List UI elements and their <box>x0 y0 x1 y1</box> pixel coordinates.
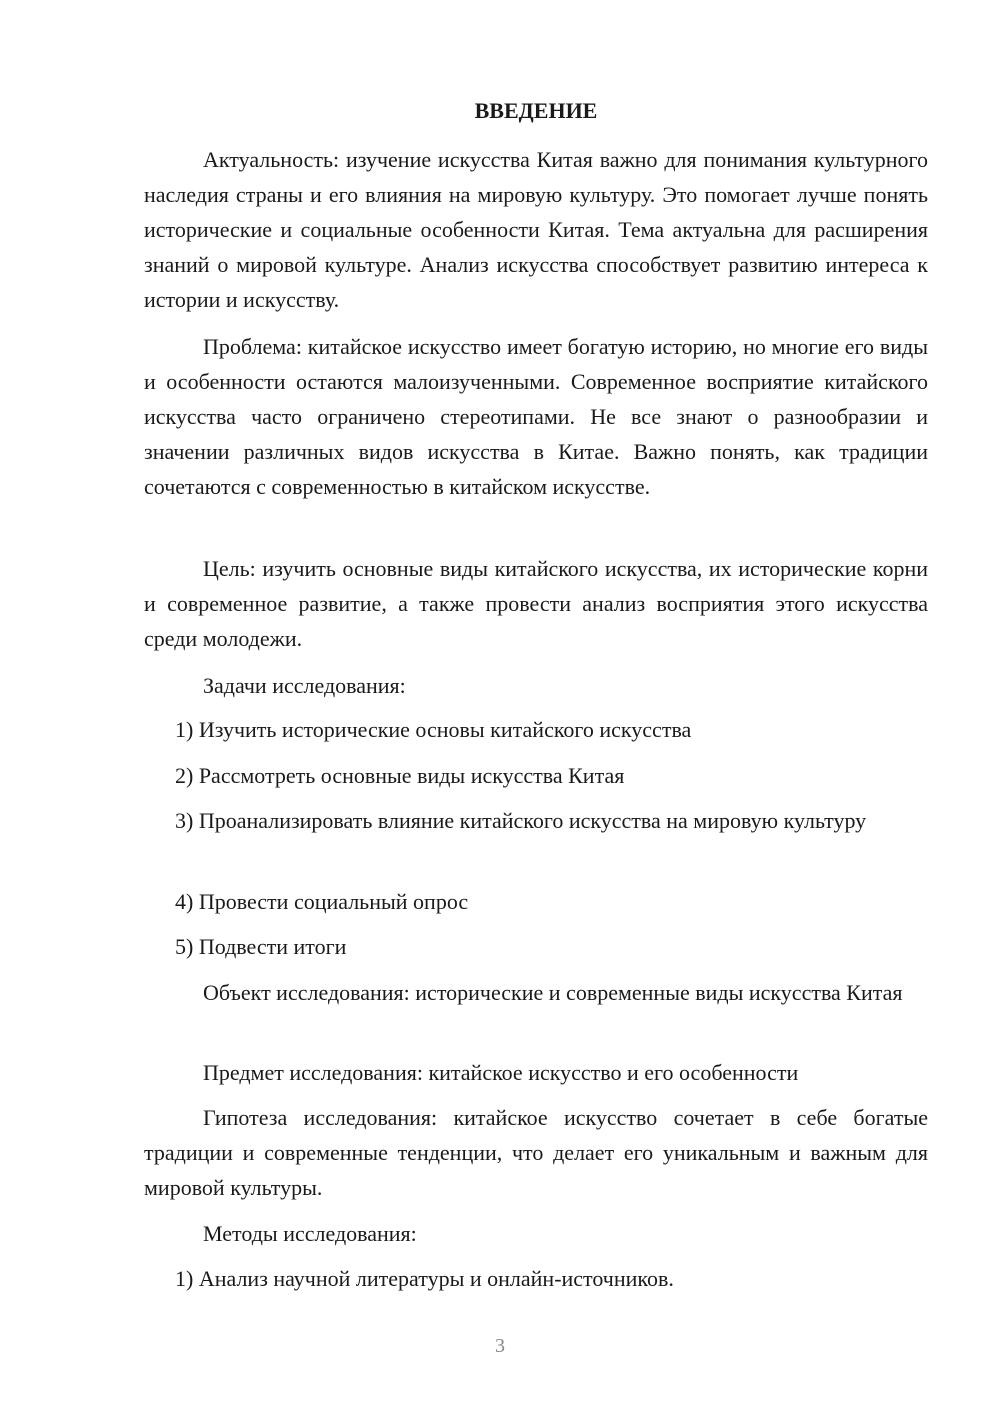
tasks-heading: Задачи исследования: <box>203 673 406 698</box>
subject-paragraph: Предмет исследования: китайское искусство и его особенности <box>203 1060 799 1085</box>
goal-paragraph: Цель: изучить основные виды китайского искусства, их исторические корни и современное развитие, а также провести анализ восприятия этого искусства среди молодежи. <box>144 556 928 651</box>
task-item-3: 3) Проанализировать влияние китайского искусства на мировую культуру <box>175 808 867 833</box>
task-item-4: 4) Провести социальный опрос <box>175 889 469 914</box>
object-paragraph: Объект исследования: исторические и современные виды искусства Китая <box>203 980 903 1005</box>
methods-heading: Методы исследования: <box>203 1221 417 1246</box>
task-item-2: 2) Рассмотреть основные виды искусства Китая <box>175 763 625 788</box>
page-number: 3 <box>495 1335 505 1357</box>
hypothesis-paragraph: Гипотеза исследования: китайское искусство сочетает в себе богатые традиции и современные тенденции, что делает его уникальным и важным для мировой культуры. <box>144 1105 928 1200</box>
task-item-1: 1) Изучить исторические основы китайского искусства <box>175 717 692 742</box>
relevance-paragraph: Актуальность: изучение искусства Китая важно для понимания культурного наследия страны и его влияния на мировую культуру. Это помогает лучше понять исторические и социальные особенности Китая. Тема актуальна для расширения знаний о мировой культуре. Анализ искусства способствует развитию интереса к истории и искусству. <box>144 147 928 312</box>
problem-paragraph: Проблема: китайское искусство имеет богатую историю, но многие его виды и особенности остаются малоизученными. Современное восприятие китайского искусства часто ограничено стереотипами. Не все знают о разнообразии и значении различных видов искусства в Китае. Важно понять, как традиции сочетаются с современностью в китайском искусстве. <box>144 334 928 499</box>
method-item-1: 1) Анализ научной литературы и онлайн-источников. <box>175 1266 674 1291</box>
page-title: ВВЕДЕНИЕ <box>474 98 598 123</box>
task-item-5: 5) Подвести итоги <box>175 934 347 959</box>
